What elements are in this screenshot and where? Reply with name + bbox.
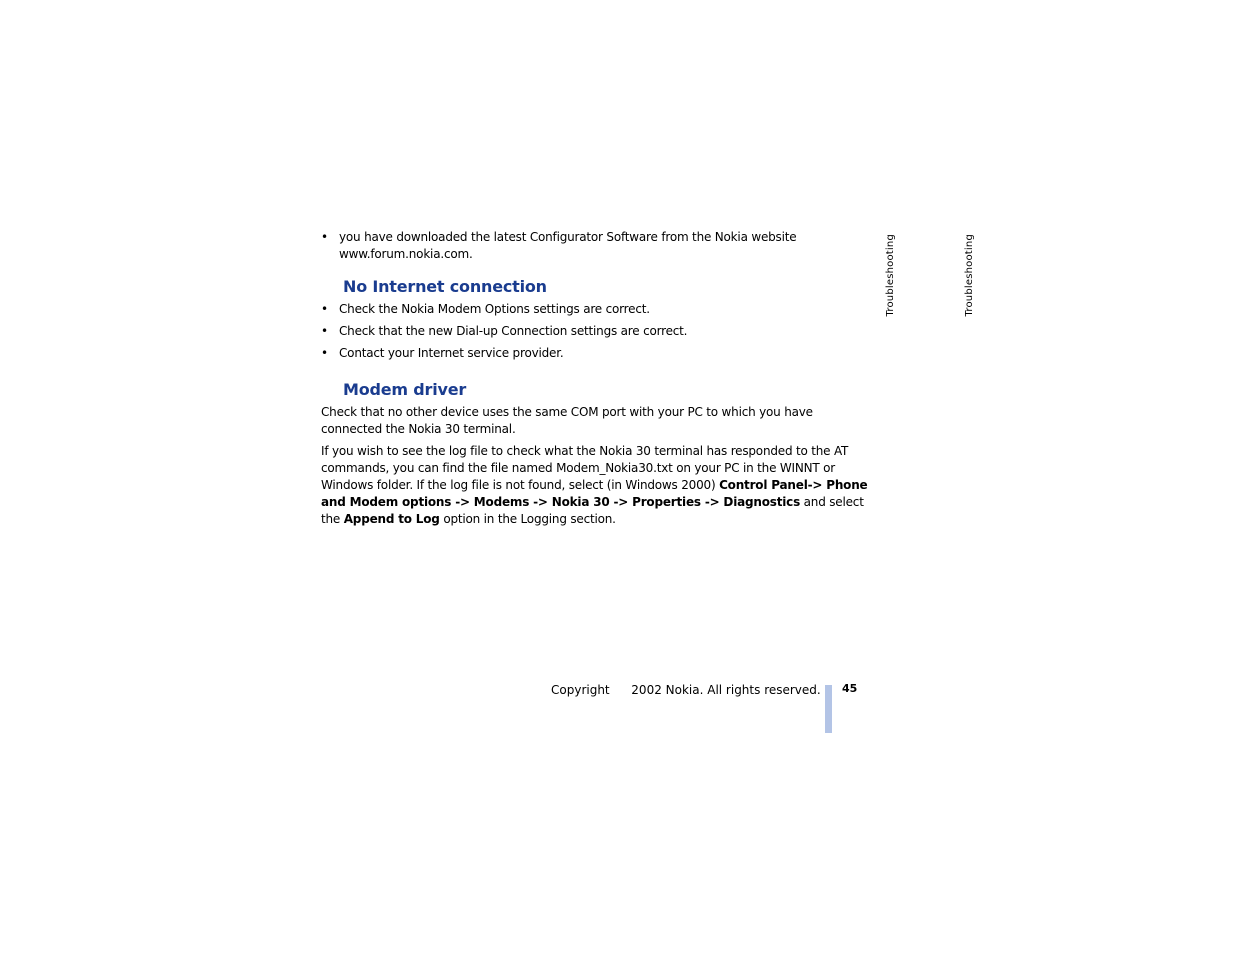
- bullet-icon: •: [321, 324, 328, 338]
- copyright-word: Copyright: [551, 683, 610, 697]
- paragraph-log-file: [321, 443, 876, 528]
- section1-bullet-list: [321, 301, 876, 362]
- bullet-icon: •: [321, 346, 328, 360]
- bullet-icon: •: [321, 302, 328, 316]
- bullet-text: Check the Nokia Modem Options settings are correct.: [339, 302, 650, 316]
- paragraph-text: and select the: [321, 495, 864, 526]
- paragraph-text: option in the Logging section.: [443, 512, 616, 526]
- bullet-icon: •: [321, 230, 328, 244]
- paragraph-text: If you wish to see the log file to check what the Nokia 30 terminal has responded to the AT commands, you can find the file named Modem_Nokia30.txt on your PC in the WINNT or Windows folder. If the log file is not found, select (in Windows 2000): [321, 444, 849, 492]
- footer-copyright: [551, 683, 821, 697]
- section-heading-no-internet: No Internet connection: [343, 277, 547, 296]
- menu-path: Control Panel-> Phone and Modem options -> Modems -> Nokia 30 -> Properties -> Diagnostics: [321, 478, 868, 509]
- side-label-troubleshooting-2: Troubleshooting: [964, 234, 975, 317]
- intro-bullet-list: [321, 229, 876, 263]
- page-number: 45: [842, 682, 858, 695]
- side-label-troubleshooting: Troubleshooting: [885, 234, 896, 317]
- paragraph-com-port: Check that no other device uses the same COM port with your PC to which you have connected the Nokia 30 terminal.: [321, 405, 813, 436]
- bullet-text: you have downloaded the latest Configurator Software from the Nokia website: [339, 230, 797, 244]
- list-item: [321, 301, 876, 318]
- section-heading-modem-driver: Modem driver: [343, 380, 467, 399]
- option-name: Append to Log: [343, 512, 440, 526]
- page-marker-bar: [825, 685, 832, 733]
- list-item: [321, 229, 876, 263]
- bullet-text-url: www.forum.nokia.com.: [339, 247, 473, 261]
- bullet-text: Check that the new Dial-up Connection settings are correct.: [339, 324, 688, 338]
- copyright-text: 2002 Nokia. All rights reserved.: [631, 683, 821, 697]
- page-content: [321, 229, 876, 533]
- bullet-text: Contact your Internet service provider.: [339, 346, 564, 360]
- list-item: [321, 345, 876, 362]
- list-item: [321, 323, 876, 340]
